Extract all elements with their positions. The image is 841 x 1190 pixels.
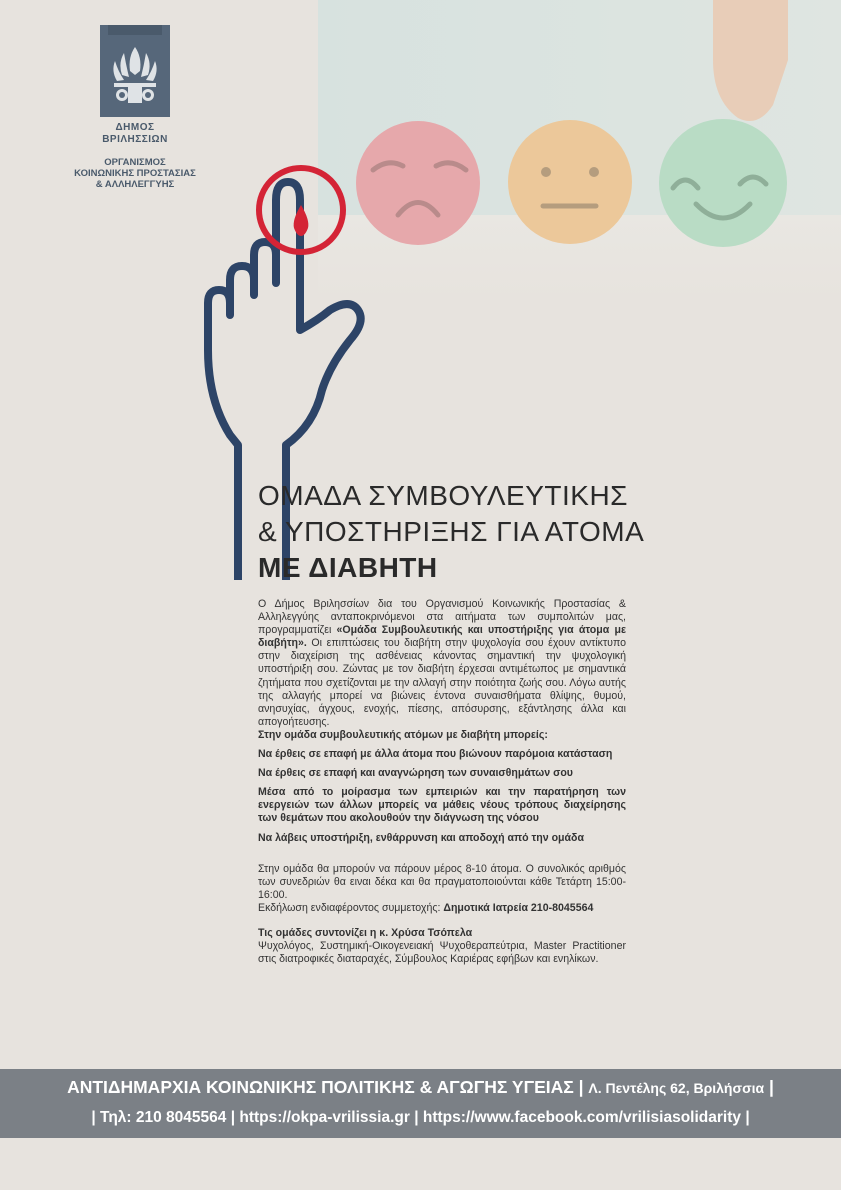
interest-contact: Δημοτικά Ιατρεία 210-8045564 (443, 901, 594, 914)
intro-text-b: Οι επιπτώσεις του διαβήτη στην ψυχολογία σου έχουν αντίκτυπο στην διαχείριση της ασθένειας κάνοντας σημαντική την ψυχολογική υποστήριξη σου. Ζώντας με τον διαβήτη έρχεσαι αντιμέτωπος με σημαντικά ζητήματα που σχετίζονται με την αλλαγή στην ποιότητα ζωής σου. Λόγω αυτής της αλλαγής μπορεί να βιώνεις έντονα συναισθήματα θλίψης, θυμού, ανησυχίας, άγχους, ενοχής, πίεσης, απόσυρσης, εξάντλησης άλλα και απογοήτευσης. (258, 637, 626, 728)
bullet-3: Μέσα από το μοίρασμα των εμπειριών και την παρατήρηση των ενεργειών των άλλων μπορείς να μάθεις νέους τρόπους διαχείρησης των θεμάτων που ακολουθούν την διάγνωση της νόσου (258, 786, 626, 825)
org-line-3: & ΑΛΛΗΛΕΓΓΥΗΣ (95, 179, 175, 190)
interest-label: Εκδήλωση ενδιαφέροντος συμμετοχής: (258, 901, 444, 914)
finger-icon (713, 0, 788, 121)
body-text (258, 598, 626, 966)
logo-line-1: ΔΗΜΟΣ (115, 122, 155, 133)
footer-address: Λ. Πεντέλης 62, Βριλήσσια (588, 1080, 765, 1096)
footer-department: ΑΝΤΙΔΗΜΑΡΧΙΑ ΚΟΙΝΩΝΙΚΗΣ ΠΟΛΙΤΙΚΗΣ & ΑΓΩΓΗΣ ΥΓΕΙΑΣ (67, 1077, 574, 1097)
footer-row-1: ΑΝΤΙΔΗΜΑΡΧΙΑ ΚΟΙΝΩΝΙΚΗΣ ΠΟΛΙΤΙΚΗΣ & ΑΓΩΓΗΣ ΥΓΕΙΑΣ | Λ. Πεντέλης 62, Βριλήσσια | (67, 1077, 774, 1097)
happy-face-icon (659, 119, 787, 247)
footer-bar (0, 1069, 841, 1138)
can-heading: Στην ομάδα συμβουλευτικής ατόμων με διαβήτη μπορείς: (258, 728, 548, 741)
interest-line (258, 902, 626, 915)
hero-photo (318, 0, 841, 300)
coordinator-heading: Τις ομάδες συντονίζει η κ. Χρύσα Τσόπελα (258, 926, 473, 939)
org-line-2: ΚΟΙΝΩΝΙΚΗΣ ΠΡΟΣΤΑΣΙΑΣ (74, 168, 196, 179)
program-name: «Ομάδα Συμβουλευτικής και υποστήριξης για άτομα με διαβήτη». (258, 624, 626, 650)
org-line-1: ΟΡΓΑΝΙΣΜΟΣ (104, 157, 166, 168)
page-title (258, 478, 678, 586)
blood-drop-icon (294, 205, 309, 236)
footer-facebook-link[interactable]: https://www.facebook.com/vrilisiasolidarity (422, 1109, 741, 1126)
footer-phone: Τηλ: 210 8045564 (100, 1109, 227, 1126)
logo-line-2: ΒΡΙΛΗΣΣΙΩΝ (102, 134, 168, 145)
bullet-2: Να έρθεις σε επαφή και αναγνώρηση των συναισθημάτων σου (258, 767, 573, 780)
temple-logo-icon (100, 25, 170, 117)
coordinator-description: Ψυχολόγος, Συστημική-Οικογενειακή Ψυχοθεραπεύτρια, Master Practitioner στις διατροφικές διαταραχές, Σύμβουλος Καριέρας εφήβων και ενηλίκων. (258, 940, 626, 966)
municipality-logo (60, 25, 210, 190)
intro-text-a: Ο Δήμος Βριλησσίων δια του Οργανισμού Κοινωνικής Προστασίας & Αλληλεγγύης ανταποκρινόμενοι στα αιτήματα των συμπολιτών μας, προγραμματίζει (258, 598, 626, 637)
bullet-1: Να έρθεις σε επαφή με άλλα άτομα που βιώνουν παρόμοια κατάσταση (258, 748, 613, 761)
intro-paragraph (258, 598, 626, 729)
info-paragraph: Στην ομάδα θα μπορούν να πάρουν μέρος 8-10 άτομα. Ο συνολικός αριθμός των συνεδριών θα ειναι δέκα και θα πραγματοποιούνται κάθε Τετάρτη 15:00- 16:00. (258, 862, 626, 901)
footer-row-2: | Τηλ: 210 8045564 | https://okpa-vrilissia.gr | https://www.facebook.com/vrilisiasolidarity | (91, 1109, 750, 1126)
title-line-3: ΜΕ ΔΙΑΒΗΤΗ (258, 552, 438, 583)
bullet-4: Να λάβεις υποστήριξη, ενθάρρυνση και αποδοχή από την ομάδα (258, 831, 584, 844)
title-line-2: & ΥΠΟΣΤΗΡΙΞΗΣ ΓΙΑ ΑΤΟΜΑ (258, 516, 645, 547)
title-line-1: ΟΜΑΔΑ ΣΥΜΒΟΥΛΕΥΤΙΚΗΣ (258, 480, 628, 511)
footer-website-link[interactable]: https://okpa-vrilissia.gr (239, 1109, 410, 1126)
emotion-faces (318, 0, 841, 300)
neutral-face-icon (508, 120, 632, 244)
